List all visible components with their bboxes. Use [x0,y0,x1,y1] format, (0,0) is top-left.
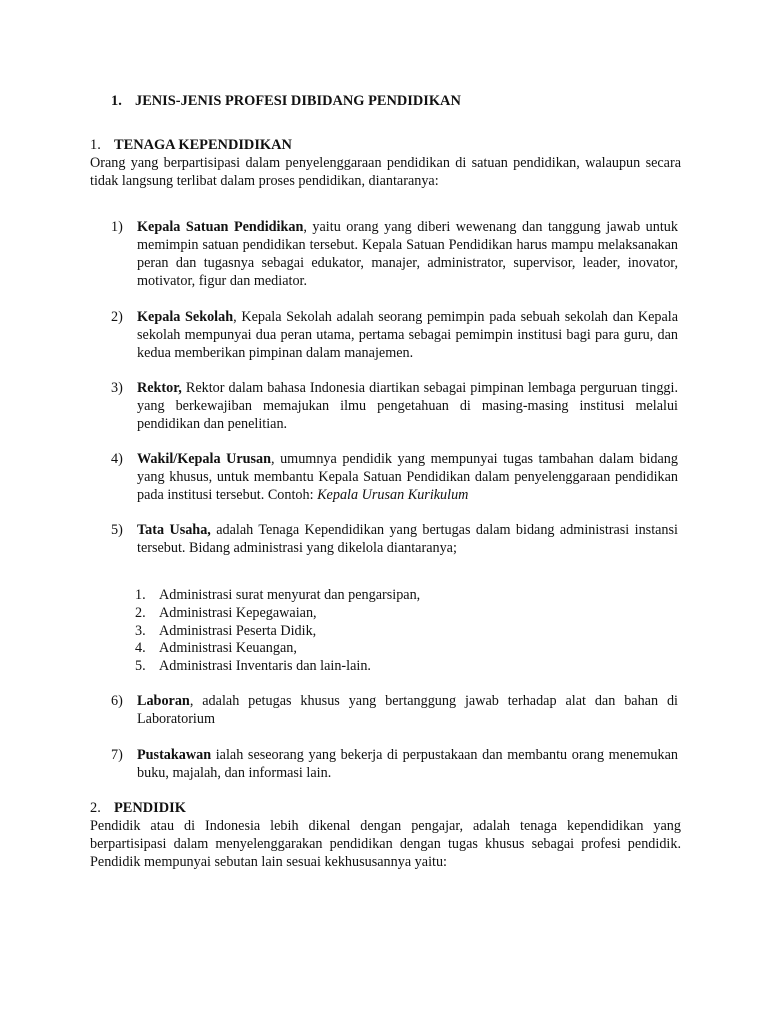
section-number: 1. [90,137,101,153]
item-text: , Kepala Sekolah adalah seorang pemimpin pada sebuah sekolah dan Kepala sekolah mempunyai dua peran utama, pertama sebagai pemimpin institusi bagi para guru, dan kedua memberikan pimpinan dalam manajemen. [137,309,679,361]
sublist-number: 2. [135,604,146,621]
item-text: , umumnya pendidik yang mempunyai tugas tambahan dalam bidang yang khusus, untuk membantu Kepala Satuan Pendidikan dalam penyelenggaraan pendidikan pada institusi tersebut. Contoh: [137,451,678,503]
sublist-text: Administrasi Peserta Didik, [159,622,317,639]
section-heading-pendidik [90,799,186,817]
list-marker: 2) [111,309,123,325]
list-marker: 5) [111,522,123,538]
sublist-item [135,657,420,675]
title-number: 1. [111,93,122,109]
sublist-number: 4. [135,640,146,657]
sublist-number: 5. [135,658,146,675]
item-term: Kepala Sekolah [137,309,234,325]
list-marker: 4) [111,451,123,467]
sublist-text: Administrasi Inventaris dan lain-lain. [159,658,371,675]
sublist-number: 1. [135,587,146,603]
section-heading-tenaga-kependidikan [90,136,292,154]
sublist-item [135,639,420,657]
list-marker: 1) [111,219,123,235]
section-intro-paragraph: Pendidik atau di Indonesia lebih dikenal dengan pengajar, adalah tenaga kependidikan yang berpartisipasi dalam menyelenggarakan pendidikan dengan tugas khusus sebagai profesi pendidik. Pendidik mempunyai sebutan lain sesuai kekhususannya yaitu: [90,818,681,870]
item-text: Rektor dalam bahasa Indonesia diartikan sebagai pimpinan lembaga perguruan tinggi. yang berkewajiban memajukan ilmu pengetahuan di masing-masing institusi melalui pendidikan dan penelitian. [137,380,678,432]
list-item-rektor [111,379,678,433]
list-item-tata-usaha [111,521,678,557]
list-item-pustakawan [111,746,678,782]
sublist-text: Administrasi Kepegawaian, [159,604,317,621]
item-text: ialah seseorang yang bekerja di perpustakaan dan membantu orang menemukan buku, majalah, dan informasi lain. [137,747,678,781]
item-example: Kepala Urusan Kurikulum [317,487,469,503]
list-item-kepala-satuan-pendidikan [111,218,678,290]
sublist-item [135,622,420,640]
item-term: Laboran [137,693,190,709]
section-number: 2. [90,800,101,816]
list-item-laboran [111,692,678,728]
section-title: PENDIDIK [114,800,186,816]
sublist-text: Administrasi surat menyurat dan pengarsipan, [159,587,421,603]
sublist-item [135,604,420,622]
item-text: , yaitu orang yang diberi wewenang dan tanggung jawab untuk memimpin satuan pendidikan tersebut. Kepala Satuan Pendidikan harus mampu melaksanakan peran dan tugasnya sebagai edukator, manajer, administrator, supervisor, leader, inovator, motivator, figur dan mediator. [137,219,678,289]
administration-sublist [135,586,420,675]
item-text: adalah Tenaga Kependidikan yang bertugas dalam bidang administrasi instansi tersebut. Bidang administrasi yang dikelola diantaranya; [137,522,678,556]
item-term: Wakil/Kepala Urusan [137,451,272,467]
item-term: Kepala Satuan Pendidikan [137,219,304,235]
list-marker: 7) [111,747,123,763]
list-marker: 6) [111,693,123,709]
item-text: , adalah petugas khusus yang bertanggung jawab terhadap alat dan bahan di Laboratorium [137,693,678,727]
title-text: JENIS-JENIS PROFESI DIBIDANG PENDIDIKAN [135,93,461,109]
sublist-item [135,586,420,604]
section-title: TENAGA KEPENDIDIKAN [114,137,292,153]
document-title [111,92,461,110]
list-item-kepala-sekolah [111,308,678,362]
section-intro-paragraph: Orang yang berpartisipasi dalam penyelenggaraan pendidikan di satuan pendidikan, walaupun secara tidak langsung terlibat dalam proses pendidikan, diantaranya: [90,155,681,189]
item-term: Pustakawan [137,747,212,763]
item-term: Tata Usaha, [137,522,211,538]
item-term: Rektor, [137,380,182,396]
sublist-text: Administrasi Keuangan, [159,640,297,657]
list-marker: 3) [111,380,123,396]
list-item-wakil-kepala-urusan [111,450,678,504]
sublist-number: 3. [135,622,146,639]
